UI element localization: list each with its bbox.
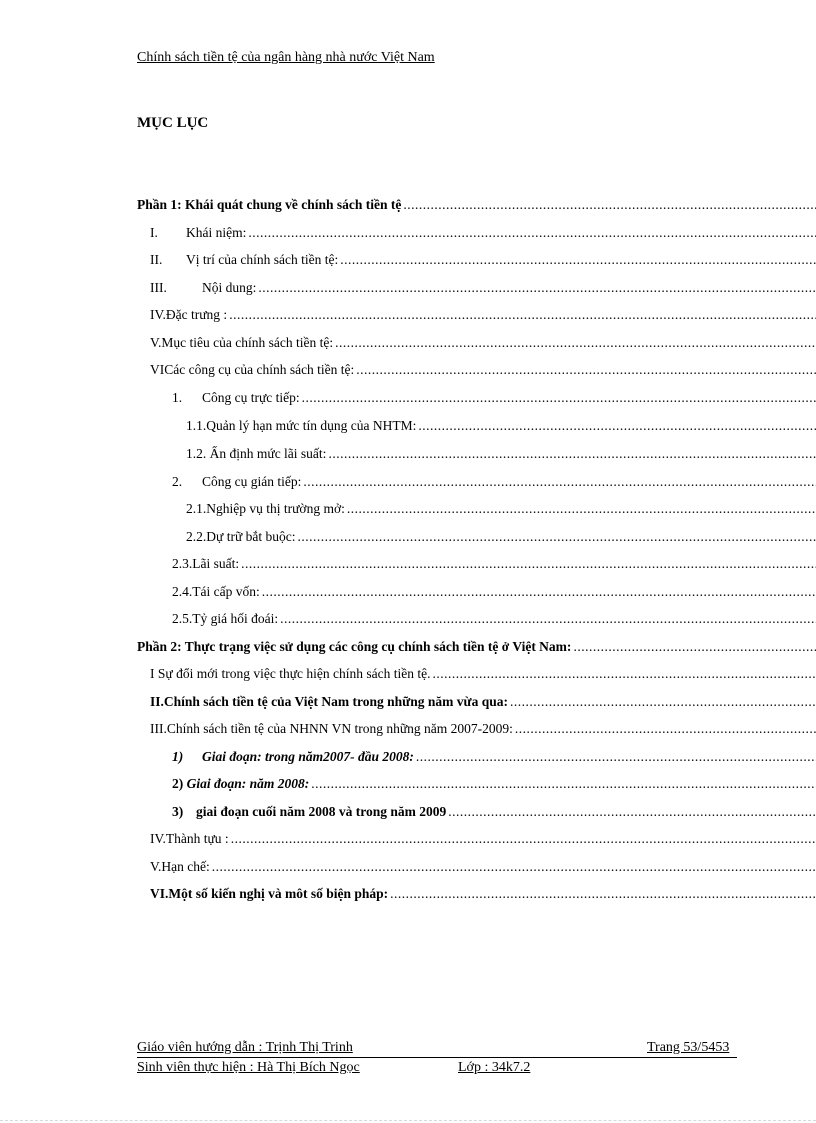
toc-leader-dots <box>328 446 816 462</box>
toc-leader-dots <box>248 225 816 241</box>
toc-leader-dots <box>302 390 816 406</box>
toc-entry-label: 1.1.Quản lý hạn mức tín dụng của NHTM: <box>186 418 417 433</box>
toc-entry-number: 3) <box>172 804 184 819</box>
toc-entry-label: Nội dung: <box>202 280 257 295</box>
toc-entry-label: Công cụ trực tiếp: <box>202 390 300 405</box>
toc-entry <box>172 474 816 492</box>
toc-entry-label: III.Chính sách tiền tệ của NHNN VN trong những năm 2007-2009: <box>150 721 513 736</box>
toc-entry <box>150 694 816 712</box>
toc-entry <box>150 831 816 849</box>
toc-leader-dots <box>448 804 816 820</box>
toc-entry <box>186 529 816 547</box>
toc-leader-dots <box>229 307 816 323</box>
toc-entry <box>150 859 816 877</box>
toc-entry-label: Phần 2: Thực trạng việc sử dụng các công cụ chính sách tiền tệ ở Việt Nam: <box>137 639 572 654</box>
toc-entry <box>150 666 816 684</box>
toc-entry <box>172 556 816 574</box>
toc-entry-number: 1. <box>172 390 183 405</box>
footer-page-number: Trang 53/5453 <box>647 1040 730 1055</box>
toc-entry-label: I Sự đổi mới trong việc thực hiện chính sách tiền tệ. <box>150 666 431 681</box>
document-header-title: Chính sách tiền tệ của ngân hàng nhà nước Việt Nam <box>137 50 435 65</box>
toc-leader-dots <box>390 886 816 902</box>
toc-entry-label: Phần 1: Khái quát chung về chính sách tiền tệ <box>137 197 402 212</box>
toc-entry-label: Khái niệm: <box>186 225 247 240</box>
toc-entry-label: giai đoạn cuối năm 2008 và trong năm 2009 <box>196 804 447 819</box>
toc-entry <box>186 418 816 436</box>
toc-entry-label: 2.3.Lãi suất: <box>172 556 240 571</box>
toc-entry-label: VI.Một số kiến nghị và môt số biện pháp: <box>150 886 389 901</box>
toc-entry <box>150 280 816 298</box>
toc-leader-dots <box>335 335 816 351</box>
toc-entry <box>150 307 816 325</box>
toc-entry-number: 2. <box>172 474 183 489</box>
toc-leader-dots <box>416 749 816 765</box>
toc-entry-label: 2.1.Nghiệp vụ thị trường mở: <box>186 501 345 516</box>
toc-entry-label: V.Hạn chế: <box>150 859 210 874</box>
toc-entry-label: Giai đoạn: trong năm2007- đầu 2008: <box>202 749 414 764</box>
toc-leader-dots <box>510 694 816 710</box>
toc-entry <box>150 252 816 270</box>
toc-entry-label: 2.5.Tỷ giá hối đoái: <box>172 611 279 626</box>
toc-leader-dots <box>403 197 816 213</box>
toc-leader-dots <box>298 529 816 545</box>
toc-entry <box>186 446 816 464</box>
toc-entry <box>172 584 816 602</box>
toc-entry <box>150 721 816 739</box>
toc-entry-label: II.Chính sách tiền tệ của Việt Nam trong những năm vừa qua: <box>150 694 509 709</box>
toc-entry <box>150 225 816 243</box>
toc-leader-dots <box>515 721 816 737</box>
toc-entry-label: VICác công cụ của chính sách tiền tệ: <box>150 362 355 377</box>
toc-entry <box>172 611 816 629</box>
toc-entry <box>172 749 816 767</box>
toc-entry <box>150 886 816 904</box>
toc-leader-dots <box>347 501 816 517</box>
toc-entry-label: Vị trí của chính sách tiền tệ: <box>186 252 339 267</box>
toc-entry-label: 2) Giai đoạn: năm 2008: <box>172 776 310 791</box>
toc-leader-dots <box>212 859 816 875</box>
toc-leader-dots <box>262 584 816 600</box>
toc-entry-label: IV.Thành tựu : <box>150 831 229 846</box>
toc-entry-number: III. <box>150 280 167 295</box>
footer-teacher: Giáo viên hướng dẫn : Trịnh Thị Trinh <box>137 1040 353 1055</box>
toc-entry <box>172 804 816 822</box>
toc-leader-dots <box>231 831 816 847</box>
toc-leader-dots <box>258 280 816 296</box>
toc-entry-number: I. <box>150 225 158 240</box>
toc-heading: MỤC LỤC <box>137 115 209 131</box>
toc-leader-dots <box>280 611 816 627</box>
page-bottom-border <box>0 1120 816 1121</box>
toc-entry <box>186 501 816 519</box>
toc-entry <box>172 776 816 794</box>
toc-entry-label: 1.2. Ấn định mức lãi suất: <box>186 446 327 461</box>
toc-entry-label: 2.2.Dự trữ bắt buộc: <box>186 529 296 544</box>
toc-entry-label: 2.4.Tái cấp vốn: <box>172 584 260 599</box>
toc-entry <box>137 639 816 657</box>
toc-entry <box>172 390 816 408</box>
toc-leader-dots <box>356 362 816 378</box>
footer-student: Sinh viên thực hiện : Hà Thị Bích Ngọc <box>137 1060 360 1075</box>
footer-divider <box>137 1057 737 1058</box>
toc-leader-dots <box>340 252 816 268</box>
toc-entry-label: IV.Đặc trưng : <box>150 307 228 322</box>
toc-entry <box>137 197 816 215</box>
toc-leader-dots <box>241 556 816 572</box>
toc-leader-dots <box>418 418 816 434</box>
toc-entry-number: 1) <box>172 749 184 764</box>
toc-entry-label: V.Mục tiêu của chính sách tiền tệ: <box>150 335 334 350</box>
toc-entry <box>150 362 816 380</box>
toc-entry-number: II. <box>150 252 163 267</box>
footer-class: Lớp : 34k7.2 <box>458 1060 531 1075</box>
toc-entry-label: Công cụ gián tiếp: <box>202 474 302 489</box>
toc-leader-dots <box>432 666 816 682</box>
toc-entry <box>150 335 816 353</box>
toc-leader-dots <box>573 639 816 655</box>
toc-leader-dots <box>311 776 816 792</box>
toc-leader-dots <box>303 474 816 490</box>
